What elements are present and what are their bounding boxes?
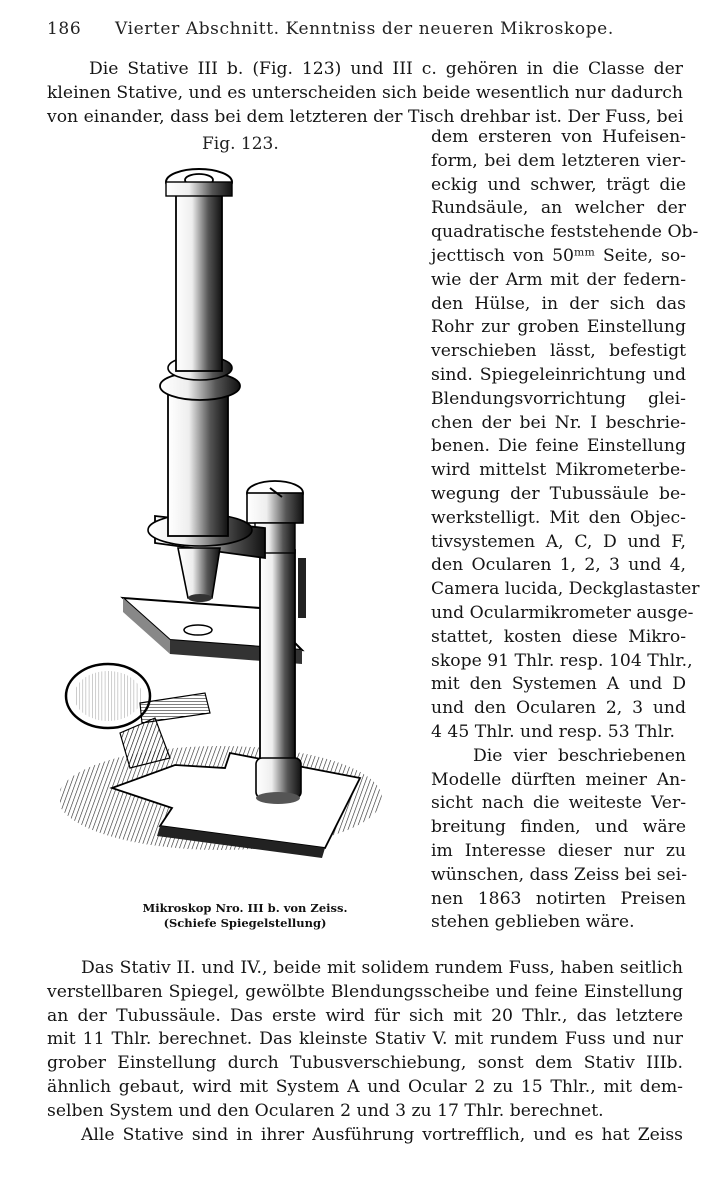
figure-label: Fig. 123. <box>202 134 279 154</box>
text-line: Das Stativ II. und IV., beide mit solidem rundem Fuss, haben seitlich <box>81 958 683 978</box>
text-line: dem ersteren von Hufeisen- <box>431 127 686 147</box>
text-line: sind. Spiegeleinrichtung und <box>431 364 686 385</box>
text-line: jecttisch von 50ᵐᵐ Seite, so- <box>431 245 686 266</box>
figure-caption <box>100 901 390 931</box>
running-title: Vierter Abschnitt. Kenntniss der neueren Mikroskope. <box>115 19 614 39</box>
text-line: werkstelligt. Mit den Objec- <box>431 507 686 528</box>
text-line: benen. Die feine Einstellung <box>431 436 686 457</box>
running-header <box>47 19 647 47</box>
page-number: 186 <box>47 19 82 39</box>
caption-line: Mikroskop Nro. III b. von Zeiss. <box>142 901 348 915</box>
pillar <box>260 550 295 775</box>
text-line: Alle Stative sind in ihrer Ausführung vortrefflich, und es hat Zeiss <box>81 1124 683 1145</box>
draw-tube <box>176 186 222 371</box>
text-line: wegung der Tubussäule be- <box>431 483 686 504</box>
text-line: Rundsäule, an welcher der <box>431 198 686 219</box>
text-line: 4 45 Thlr. und resp. 53 Thlr. <box>431 721 675 742</box>
objective <box>178 548 220 598</box>
bottom-paragraph <box>47 957 683 1147</box>
text-line: mit 11 Thlr. berechnet. Das kleinste Stativ V. mit rundem Fuss und nur <box>47 1029 683 1050</box>
text-line: form, bei dem letzteren vier- <box>431 150 686 171</box>
text-line: den Ocularen 1, 2, 3 und 4, <box>431 555 686 576</box>
text-line: Die Stative III b. (Fig. 123) und III c. gehören in die Classe der <box>89 59 683 79</box>
text-line: und den Ocularen 2, 3 und <box>431 698 686 719</box>
text-line: sicht nach die weiteste Ver- <box>431 793 686 814</box>
text-line: skope 91 Thlr. resp. 104 Thlr., <box>431 650 693 671</box>
text-line: wünschen, dass Zeiss bei sei- <box>431 864 688 885</box>
text-line: tivsystemen A, C, D und F, <box>431 531 686 552</box>
text-line: chen der bei Nr. I beschrie- <box>431 412 686 433</box>
text-line: im Interesse dieser nur zu <box>431 840 686 861</box>
text-line: nen 1863 notirten Preisen <box>431 888 686 909</box>
text-line: und Ocularmikrometer ausge- <box>431 602 694 623</box>
text-line: kleinen Stative, und es unterscheiden sich beide wesentlich nur dadurch <box>47 82 683 103</box>
text-line: wie der Arm mit der federn- <box>431 269 686 290</box>
right-column-text <box>431 126 700 935</box>
text-line: quadratische feststehende Ob- <box>431 222 699 243</box>
text-line: Die vier beschriebenen <box>473 745 686 766</box>
text-line: Camera lucida, Deckglastaster <box>431 579 700 600</box>
text-line: eckig und schwer, trägt die <box>431 174 686 195</box>
microscope-engraving <box>60 158 405 893</box>
text-line: grober Einstellung durch Tubusverschiebung, sonst dem Stativ IIIb. <box>47 1053 683 1074</box>
text-line: selben System und den Ocularen 2 und 3 zu 17 Thlr. berechnet. <box>47 1100 604 1121</box>
text-line: breitung finden, und wäre <box>431 817 686 838</box>
text-line: an der Tubussäule. Das erste wird für sich mit 20 Thlr., das letztere <box>47 1005 683 1026</box>
text-line: mit den Systemen A und D <box>431 674 686 695</box>
text-line: verschieben lässt, befestigt <box>431 341 686 362</box>
text-line: von einander, dass bei dem letzteren der Tisch drehbar ist. Der Fuss, bei <box>47 106 684 127</box>
text-line: den Hülse, in der sich das <box>431 293 686 314</box>
text-line: wird mittelst Mikrometerbe- <box>431 460 686 481</box>
text-line: Modelle dürften meiner An- <box>431 769 686 790</box>
text-line: Blendungsvorrichtung glei- <box>431 388 686 409</box>
text-line: verstellbaren Spiegel, gewölbte Blendungsscheibe und feine Einstellung <box>47 981 683 1002</box>
text-line: ähnlich gebaut, wird mit System A und Ocular 2 zu 15 Thlr., mit dem- <box>47 1076 683 1097</box>
text-line: Rohr zur groben Einstellung <box>431 317 686 338</box>
sleeve <box>168 386 228 536</box>
intro-paragraph <box>47 58 683 129</box>
text-line: stehen geblieben wäre. <box>431 912 635 933</box>
caption-line: (Schiefe Spiegelstellung) <box>163 916 327 930</box>
text-line: stattet, kosten diese Mikro- <box>431 626 686 647</box>
